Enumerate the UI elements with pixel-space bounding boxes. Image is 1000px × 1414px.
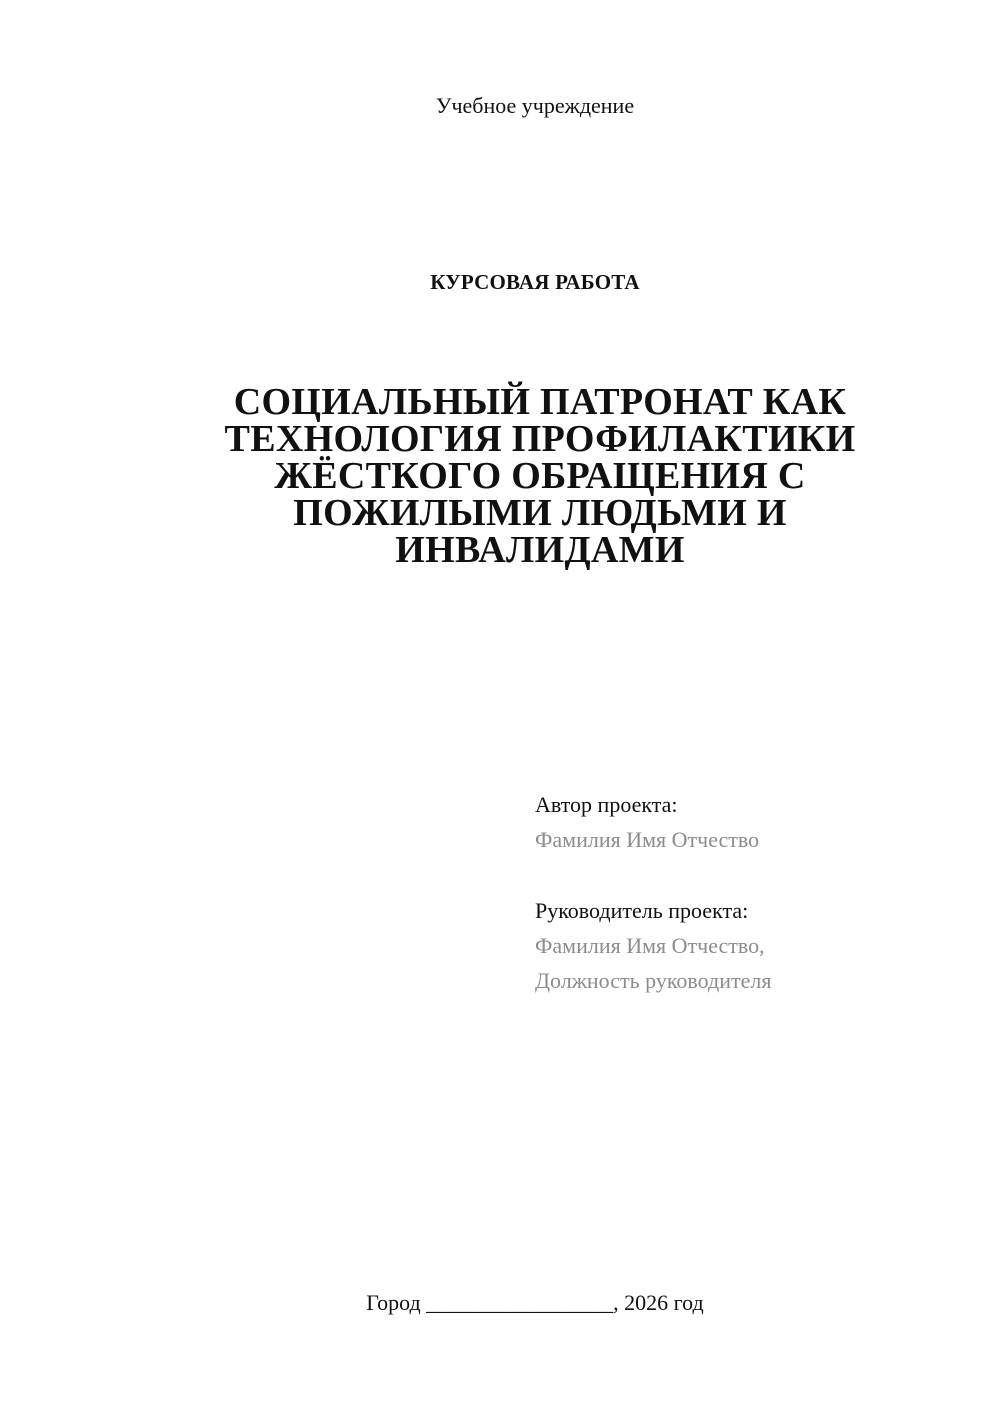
document-title xyxy=(215,381,865,571)
title-line: СОЦИАЛЬНЫЙ ПАТРОНАТ КАК xyxy=(233,381,847,423)
title-line: ЖЁСТКОГО ОБРАЩЕНИЯ С xyxy=(274,455,806,497)
supervisor-name-placeholder: Фамилия Имя Отчество, xyxy=(535,933,765,958)
author-label: Автор проекта: xyxy=(535,792,678,817)
spacer xyxy=(535,857,955,893)
title-line: ПОЖИЛЫМИ ЛЮДЬМИ И xyxy=(293,492,787,534)
supervisor-position-placeholder: Должность руководителя xyxy=(535,968,772,993)
title-line: ТЕХНОЛОГИЯ ПРОФИЛАКТИКИ xyxy=(224,418,856,460)
institution-name: Учебное учреждение xyxy=(435,93,635,118)
city-year-line: Город _________________, 2026 год xyxy=(366,1290,704,1315)
author-info-block xyxy=(535,787,955,998)
supervisor-label: Руководитель проекта: xyxy=(535,898,749,923)
title-line: ИНВАЛИДАМИ xyxy=(395,529,685,571)
work-type-heading: КУРСОВАЯ РАБОТА xyxy=(430,270,640,294)
author-name-placeholder: Фамилия Имя Отчество xyxy=(535,827,760,852)
